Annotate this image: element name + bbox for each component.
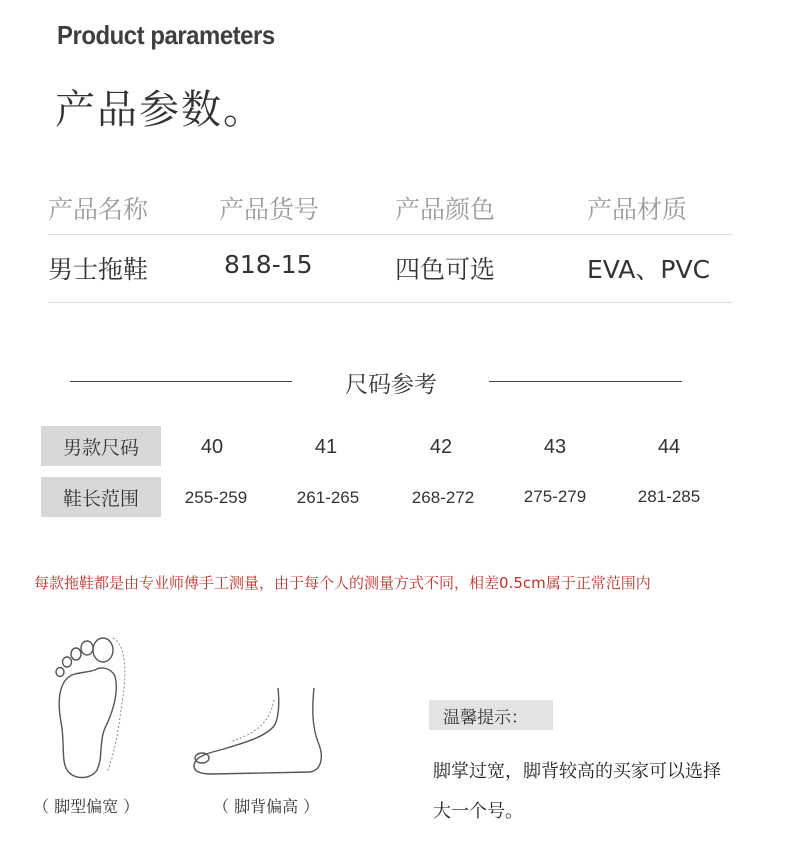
tip-line-1: 脚掌过宽，脚背较高的买家可以选择 <box>433 761 721 782</box>
param-header-name: 产品名称 <box>48 195 149 224</box>
size-cell: 44 <box>657 436 681 458</box>
size-cell: 43 <box>543 436 567 458</box>
param-header-material: 产品材质 <box>587 195 688 224</box>
param-value-material: EVA、PVC <box>587 255 711 284</box>
caption-high-instep: （ 脚背偏高 ） <box>213 797 320 816</box>
param-header-color: 产品颜色 <box>395 195 496 224</box>
measurement-note: 每款拖鞋都是由专业师傅手工测量，由于每个人的测量方式不同，相差0.5cm属于正常范围内 <box>34 574 651 592</box>
params-divider <box>48 234 732 235</box>
length-cell: 275-279 <box>523 487 587 506</box>
size-cell: 41 <box>314 436 338 458</box>
size-row-label: 男款尺码 <box>41 426 161 466</box>
size-title-line-right <box>489 381 682 382</box>
length-cell: 261-265 <box>296 488 360 507</box>
length-row-label: 鞋长范围 <box>41 477 161 517</box>
title-english: Product parameters <box>57 20 275 50</box>
tip-line-2: 大一个号。 <box>433 801 523 822</box>
param-header-code: 产品货号 <box>219 195 320 224</box>
length-cell: 281-285 <box>637 487 701 506</box>
title-chinese: 产品参数。 <box>55 87 265 133</box>
params-bottom-divider <box>48 302 732 303</box>
param-value-color: 四色可选 <box>395 255 496 284</box>
tip-label: 温馨提示： <box>429 700 553 730</box>
size-chart-title: 尺码参考 <box>345 372 437 398</box>
length-cell: 268-272 <box>411 488 475 507</box>
param-value-code: 818-15 <box>224 250 313 279</box>
length-cell: 255-259 <box>184 488 248 507</box>
param-value-name: 男士拖鞋 <box>48 255 149 284</box>
high-instep-foot-icon <box>190 686 330 778</box>
wide-foot-icon <box>45 630 135 782</box>
size-title-line-left <box>70 381 292 382</box>
size-cell: 40 <box>200 436 224 458</box>
size-cell: 42 <box>429 436 453 458</box>
caption-wide-foot: （ 脚型偏宽 ） <box>33 797 140 816</box>
